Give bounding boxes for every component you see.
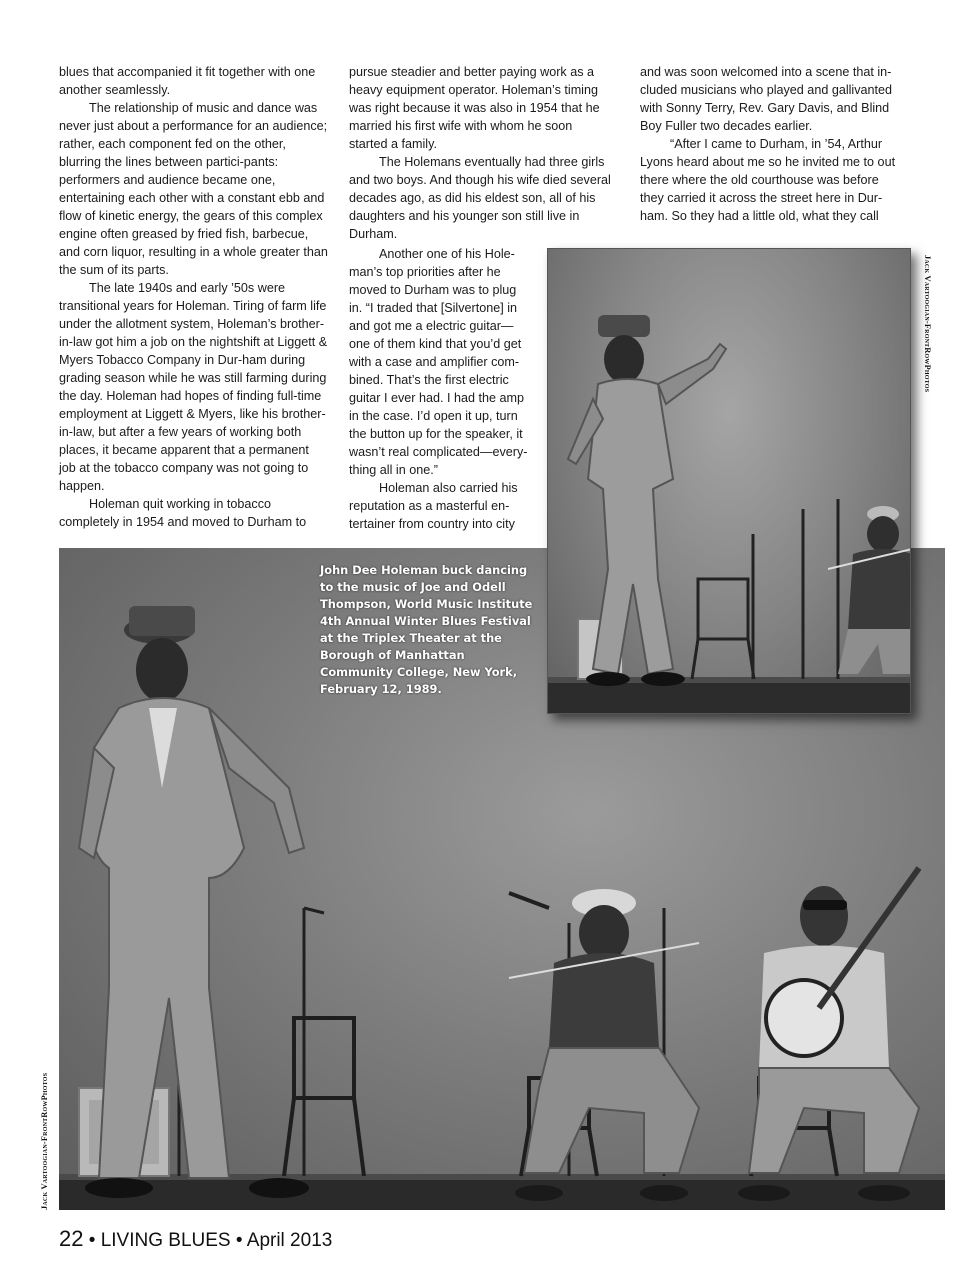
text-column-2-narrow — [349, 245, 533, 533]
paragraph: and was soon welcomed into a scene that in-cluded musicians who played and gallivanted with Sonny Terry, Rev. Gary Davis, and Blind Boy Fuller two decades earlier. — [640, 65, 893, 133]
magazine-name: LIVING BLUES — [100, 1230, 231, 1251]
photo-caption: John Dee Holeman buck dancing to the music of Joe and Odell Thompson, World Music Institute 4th Annual Winter Blues Festival at the Triplex Theater at the Borough of Manhattan Community College, New York, February 12, 1989. — [320, 563, 533, 696]
paragraph: The relationship of music and dance was never just about a performance for an audience; rather, each component fed on the other, blurring the lines between partici-pants: performers and audience became one, entertaining each other with a constant ebb and flow of kinetic energy, the gears of this complex engine often greased by fried fish, barbecue, and corn liquor, resulting in a whole greater than the sum of its parts. — [59, 101, 328, 277]
paragraph: Holeman quit working in tobacco completely in 1954 and moved to Durham to — [59, 497, 307, 529]
paragraph: blues that accompanied it fit together with one another seamlessly. — [59, 65, 316, 97]
paragraph: “After I came to Durham, in ’54, Arthur Lyons heard about me so he invited me to out there where the old courthouse was before they carried it across the street here in Dur-ham. So they had a little old, what they call — [640, 137, 896, 223]
text-column-1 — [59, 63, 329, 531]
inset-photo — [547, 248, 911, 714]
text-column-2 — [349, 63, 611, 243]
footer-separator: • — [88, 1230, 96, 1251]
page-footer — [59, 1226, 332, 1252]
photo-credit-main: Jack Vartoogian-FrontRowPhotos — [40, 1072, 49, 1210]
issue-date: April 2013 — [246, 1230, 333, 1251]
paragraph: Holeman also carried his reputation as a masterful en-tertainer from country into city — [349, 481, 518, 531]
footer-separator: • — [235, 1230, 243, 1251]
paragraph: pursue steadier and better paying work as a heavy equipment operator. Holeman’s timing was right because it was also in 1954 that he married his first wife with whom he soon started a family. — [349, 65, 600, 151]
text-column-3 — [640, 63, 902, 225]
paragraph: The late 1940s and early ’50s were transitional years for Holeman. Tiring of farm life under the allotment system, Holeman’s brother-in-law got him a job on the nightshift at Liggett & Myers Tobacco Company in Dur-ham during grading season while he was still farming during the day. Holeman had hopes of finding full-time employment at Liggett & Myers, like his brother-in-law, but after a few years of working both places, it became apparent that a permanent job at the tobacco company was not going to happen. — [59, 281, 328, 493]
dancer-inset-illustration — [548, 249, 911, 714]
page-number: 22 — [59, 1226, 84, 1251]
paragraph: The Holemans eventually had three girls and two boys. And though his wife died several decades ago, as did his eldest son, all of his daughters and his younger son still live in Durham. — [349, 155, 611, 241]
photo-credit-inset: Jack Vartoogian-FrontRowPhotos — [923, 255, 932, 393]
paragraph: Another one of his Hole-man’s top priorities after he moved to Durham was to plug in. “I traded that [Silvertone] in and got me a electric guitar—one of them kind that you’d get with a case and amplifier com-bined. That’s the first electric guitar I ever had. I had the amp in the case. I’d open it up, turn the button up for the speaker, it wasn’t real complicated—every-thing all in one.” — [349, 247, 528, 477]
